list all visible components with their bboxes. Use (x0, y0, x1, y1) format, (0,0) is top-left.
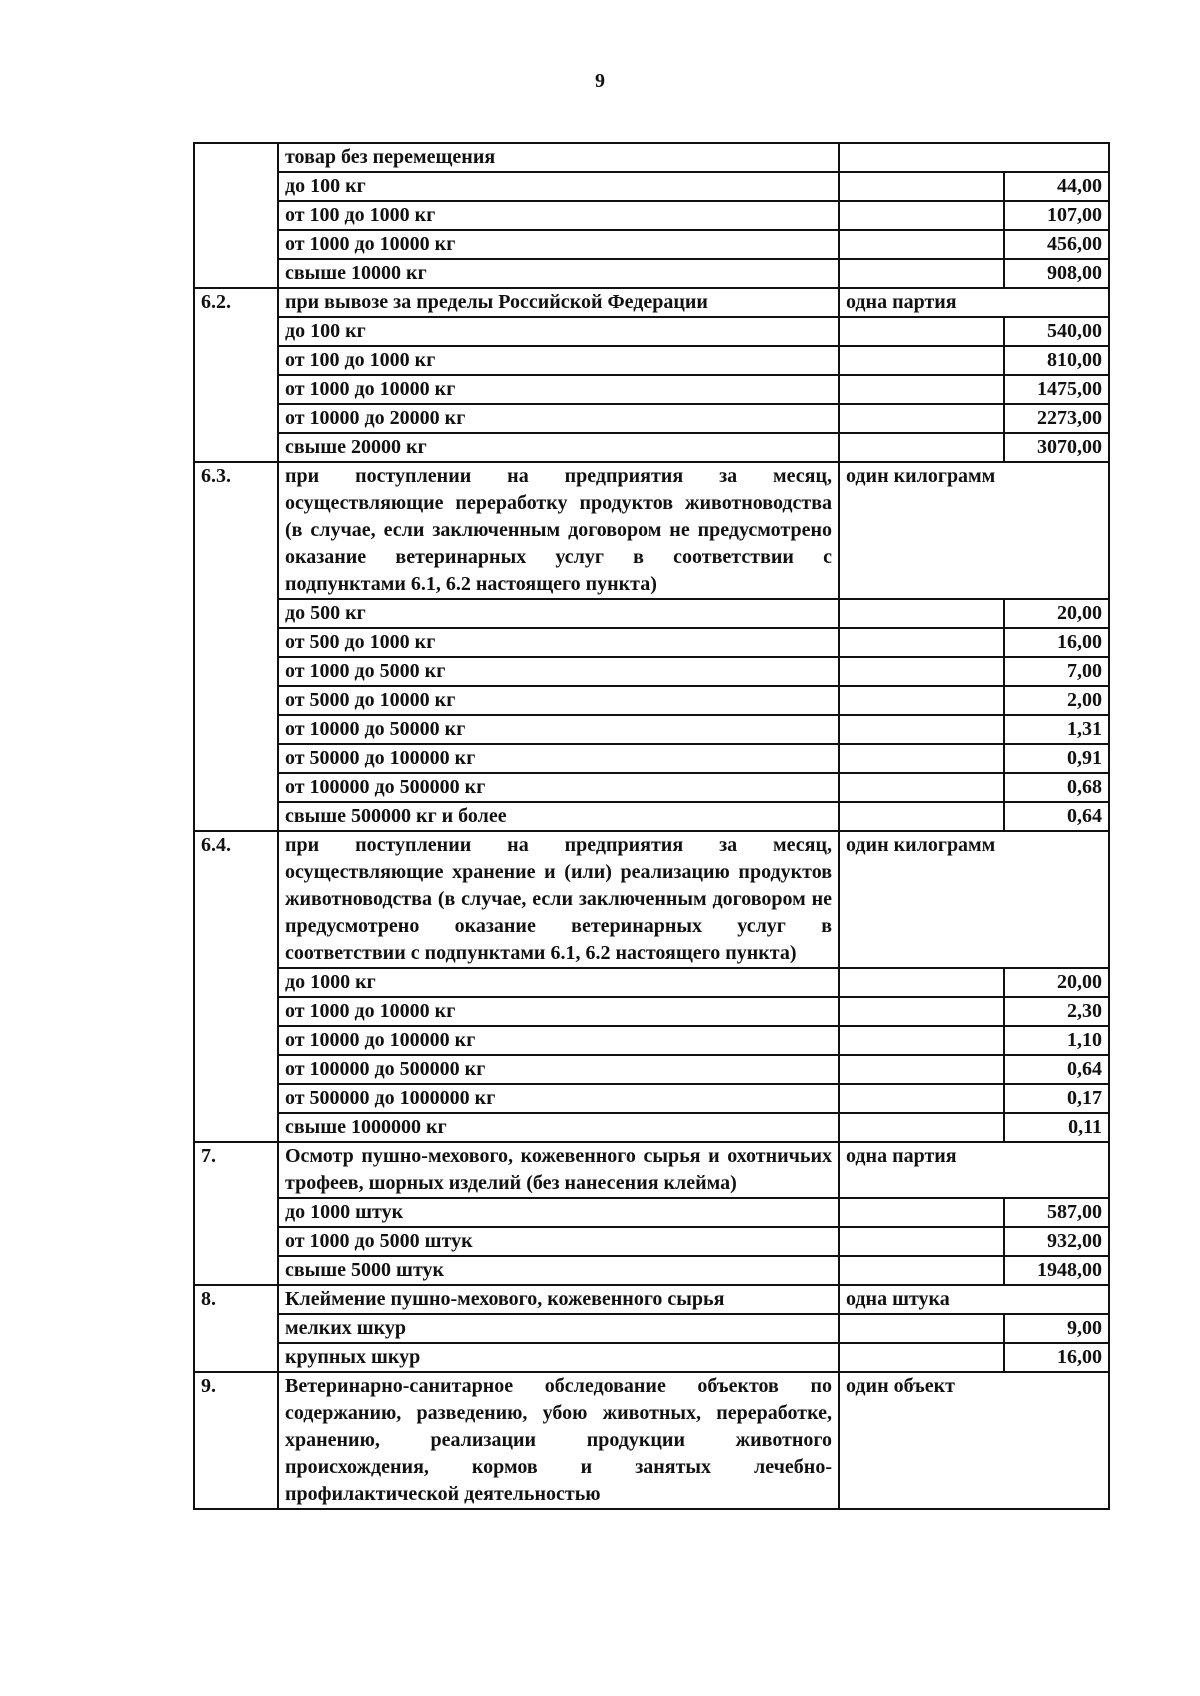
unit-cell (839, 375, 1004, 404)
item-number-cell (194, 968, 278, 997)
price-cell: 0,91 (1004, 744, 1109, 773)
table-row (194, 288, 1109, 317)
table-row (194, 1198, 1109, 1227)
item-number-cell (194, 997, 278, 1026)
item-description-cell: до 100 кг (278, 317, 839, 346)
item-number-cell (194, 599, 278, 628)
item-description-cell: от 500 до 1000 кг (278, 628, 839, 657)
table-row (194, 831, 1109, 968)
table-row (194, 172, 1109, 201)
item-number-cell (194, 686, 278, 715)
unit-cell (839, 346, 1004, 375)
unit-cell (839, 1113, 1004, 1142)
item-description-cell: от 1000 до 10000 кг (278, 230, 839, 259)
table-row (194, 1314, 1109, 1343)
table-row (194, 1256, 1109, 1285)
unit-cell (839, 230, 1004, 259)
unit-cell (839, 628, 1004, 657)
price-cell: 908,00 (1004, 259, 1109, 288)
unit-cell (839, 259, 1004, 288)
item-number-cell (194, 143, 278, 172)
item-description-cell: от 100 до 1000 кг (278, 201, 839, 230)
unit-cell (839, 715, 1004, 744)
item-description-cell: от 100000 до 500000 кг (278, 773, 839, 802)
item-number-cell: 6.3. (194, 462, 278, 599)
unit-cell (839, 1256, 1004, 1285)
price-cell: 20,00 (1004, 599, 1109, 628)
item-description-cell: от 1000 до 10000 кг (278, 375, 839, 404)
price-cell: 7,00 (1004, 657, 1109, 686)
price-cell: 107,00 (1004, 201, 1109, 230)
table-row (194, 715, 1109, 744)
item-number-cell (194, 375, 278, 404)
unit-cell (839, 1227, 1004, 1256)
unit-cell: один килограмм (839, 462, 1109, 599)
price-cell: 16,00 (1004, 628, 1109, 657)
item-number-cell (194, 715, 278, 744)
item-number-cell: 9. (194, 1372, 278, 1509)
item-description-cell: Осмотр пушно-мехового, кожевенного сырья и охотничьих трофеев, шорных изделий (без нанесения клейма) (278, 1142, 839, 1198)
item-number-cell (194, 1227, 278, 1256)
price-cell: 16,00 (1004, 1343, 1109, 1372)
item-description-cell: товар без перемещения (278, 143, 839, 172)
table-row (194, 317, 1109, 346)
unit-cell: одна партия (839, 288, 1109, 317)
table-row (194, 346, 1109, 375)
table-row (194, 744, 1109, 773)
price-cell: 2273,00 (1004, 404, 1109, 433)
table-row (194, 802, 1109, 831)
item-description-cell: при поступлении на предприятия за месяц, осуществляющие переработку продуктов животноводства (в случае, если заключенным договором не предусмотрено оказание ветеринарных услуг в соответствии с подпунктами 6.1, 6.2 настоящего пункта) (278, 462, 839, 599)
unit-cell: один объект (839, 1372, 1109, 1509)
unit-cell (839, 317, 1004, 346)
unit-cell (839, 657, 1004, 686)
item-description-cell: свыше 500000 кг и более (278, 802, 839, 831)
table-row (194, 1227, 1109, 1256)
unit-cell: один килограмм (839, 831, 1109, 968)
item-description-cell: от 5000 до 10000 кг (278, 686, 839, 715)
item-description-cell: от 500000 до 1000000 кг (278, 1084, 839, 1113)
price-cell: 2,30 (1004, 997, 1109, 1026)
table-row (194, 657, 1109, 686)
unit-cell (839, 802, 1004, 831)
price-cell: 0,11 (1004, 1113, 1109, 1142)
item-number-cell (194, 628, 278, 657)
item-description-cell: от 100000 до 500000 кг (278, 1055, 839, 1084)
table-row (194, 404, 1109, 433)
unit-cell (839, 599, 1004, 628)
item-description-cell: от 1000 до 5000 кг (278, 657, 839, 686)
price-cell: 1,10 (1004, 1026, 1109, 1055)
table-row (194, 1343, 1109, 1372)
table-row (194, 230, 1109, 259)
item-number-cell: 7. (194, 1142, 278, 1198)
price-cell: 44,00 (1004, 172, 1109, 201)
table-row (194, 997, 1109, 1026)
unit-cell (839, 1314, 1004, 1343)
price-cell: 2,00 (1004, 686, 1109, 715)
item-number-cell (194, 1314, 278, 1343)
price-cell: 810,00 (1004, 346, 1109, 375)
table-row (194, 1285, 1109, 1314)
item-number-cell: 6.4. (194, 831, 278, 968)
item-description-cell: мелких шкур (278, 1314, 839, 1343)
price-cell: 1,31 (1004, 715, 1109, 744)
item-description-cell: до 100 кг (278, 172, 839, 201)
table-row (194, 462, 1109, 599)
item-number-cell (194, 744, 278, 773)
item-number-cell (194, 230, 278, 259)
table-row (194, 259, 1109, 288)
item-description-cell: от 100 до 1000 кг (278, 346, 839, 375)
price-cell: 456,00 (1004, 230, 1109, 259)
price-cell: 9,00 (1004, 1314, 1109, 1343)
item-description-cell: от 1000 до 5000 штук (278, 1227, 839, 1256)
item-description-cell: при вывозе за пределы Российской Федерации (278, 288, 839, 317)
item-number-cell (194, 657, 278, 686)
unit-cell (839, 1026, 1004, 1055)
item-number-cell (194, 1026, 278, 1055)
item-description-cell: свыше 20000 кг (278, 433, 839, 462)
item-number-cell: 8. (194, 1285, 278, 1314)
unit-cell (839, 686, 1004, 715)
unit-cell (839, 1084, 1004, 1113)
table-row (194, 1142, 1109, 1198)
unit-cell (839, 1343, 1004, 1372)
table-row (194, 375, 1109, 404)
item-number-cell (194, 404, 278, 433)
table-row (194, 201, 1109, 230)
item-description-cell: до 1000 кг (278, 968, 839, 997)
unit-cell (839, 201, 1004, 230)
item-number-cell (194, 1113, 278, 1142)
item-description-cell: свыше 5000 штук (278, 1256, 839, 1285)
item-number-cell (194, 317, 278, 346)
table-row (194, 773, 1109, 802)
item-number-cell (194, 172, 278, 201)
price-cell: 540,00 (1004, 317, 1109, 346)
item-description-cell: свыше 1000000 кг (278, 1113, 839, 1142)
unit-cell (839, 1198, 1004, 1227)
table-row (194, 143, 1109, 172)
item-number-cell (194, 802, 278, 831)
table-row (194, 599, 1109, 628)
item-number-cell (194, 346, 278, 375)
price-cell: 587,00 (1004, 1198, 1109, 1227)
tariff-table (193, 142, 1110, 1510)
table-row (194, 686, 1109, 715)
item-number-cell (194, 773, 278, 802)
table-row (194, 968, 1109, 997)
item-number-cell (194, 259, 278, 288)
item-number-cell (194, 433, 278, 462)
table-row (194, 1113, 1109, 1142)
price-cell: 932,00 (1004, 1227, 1109, 1256)
unit-cell (839, 1055, 1004, 1084)
unit-cell (839, 773, 1004, 802)
item-description-cell: от 10000 до 50000 кг (278, 715, 839, 744)
unit-cell (839, 744, 1004, 773)
item-description-cell: от 1000 до 10000 кг (278, 997, 839, 1026)
table-row (194, 1084, 1109, 1113)
table-row (194, 433, 1109, 462)
page-number: 9 (595, 70, 605, 92)
price-cell: 3070,00 (1004, 433, 1109, 462)
item-description-cell: от 50000 до 100000 кг (278, 744, 839, 773)
item-description-cell: до 1000 штук (278, 1198, 839, 1227)
price-cell: 0,68 (1004, 773, 1109, 802)
unit-cell (839, 433, 1004, 462)
item-number-cell (194, 1198, 278, 1227)
price-cell: 0,64 (1004, 802, 1109, 831)
item-description-cell: свыше 10000 кг (278, 259, 839, 288)
item-description-cell: при поступлении на предприятия за месяц, осуществляющие хранение и (или) реализацию продуктов животноводства (в случае, если заключенным договором не предусмотрено оказание ветеринарных услуг в соответствии с подпунктами 6.1, 6.2 настоящего пункта) (278, 831, 839, 968)
unit-cell (839, 143, 1109, 172)
unit-cell: одна партия (839, 1142, 1109, 1198)
price-cell: 0,64 (1004, 1055, 1109, 1084)
item-description-cell: до 500 кг (278, 599, 839, 628)
item-description-cell: от 10000 до 20000 кг (278, 404, 839, 433)
unit-cell (839, 404, 1004, 433)
item-description-cell: крупных шкур (278, 1343, 839, 1372)
unit-cell (839, 997, 1004, 1026)
table-row (194, 1372, 1109, 1509)
table-row (194, 628, 1109, 657)
price-cell: 1948,00 (1004, 1256, 1109, 1285)
item-number-cell (194, 1084, 278, 1113)
item-description-cell: от 10000 до 100000 кг (278, 1026, 839, 1055)
item-number-cell (194, 1055, 278, 1084)
unit-cell (839, 968, 1004, 997)
price-cell: 1475,00 (1004, 375, 1109, 404)
price-cell: 0,17 (1004, 1084, 1109, 1113)
price-cell: 20,00 (1004, 968, 1109, 997)
unit-cell (839, 172, 1004, 201)
unit-cell: одна штука (839, 1285, 1109, 1314)
item-number-cell (194, 201, 278, 230)
table-row (194, 1026, 1109, 1055)
item-description-cell: Клеймение пушно-мехового, кожевенного сырья (278, 1285, 839, 1314)
item-number-cell (194, 1256, 278, 1285)
table-row (194, 1055, 1109, 1084)
item-number-cell (194, 1343, 278, 1372)
item-description-cell: Ветеринарно-санитарное обследование объектов по содержанию, разведению, убою животных, переработке, хранению, реализации продукции животного происхождения, кормов и занятых лечебно-профилактической деятельностью (278, 1372, 839, 1509)
tariff-table-body (194, 143, 1109, 1509)
item-number-cell: 6.2. (194, 288, 278, 317)
